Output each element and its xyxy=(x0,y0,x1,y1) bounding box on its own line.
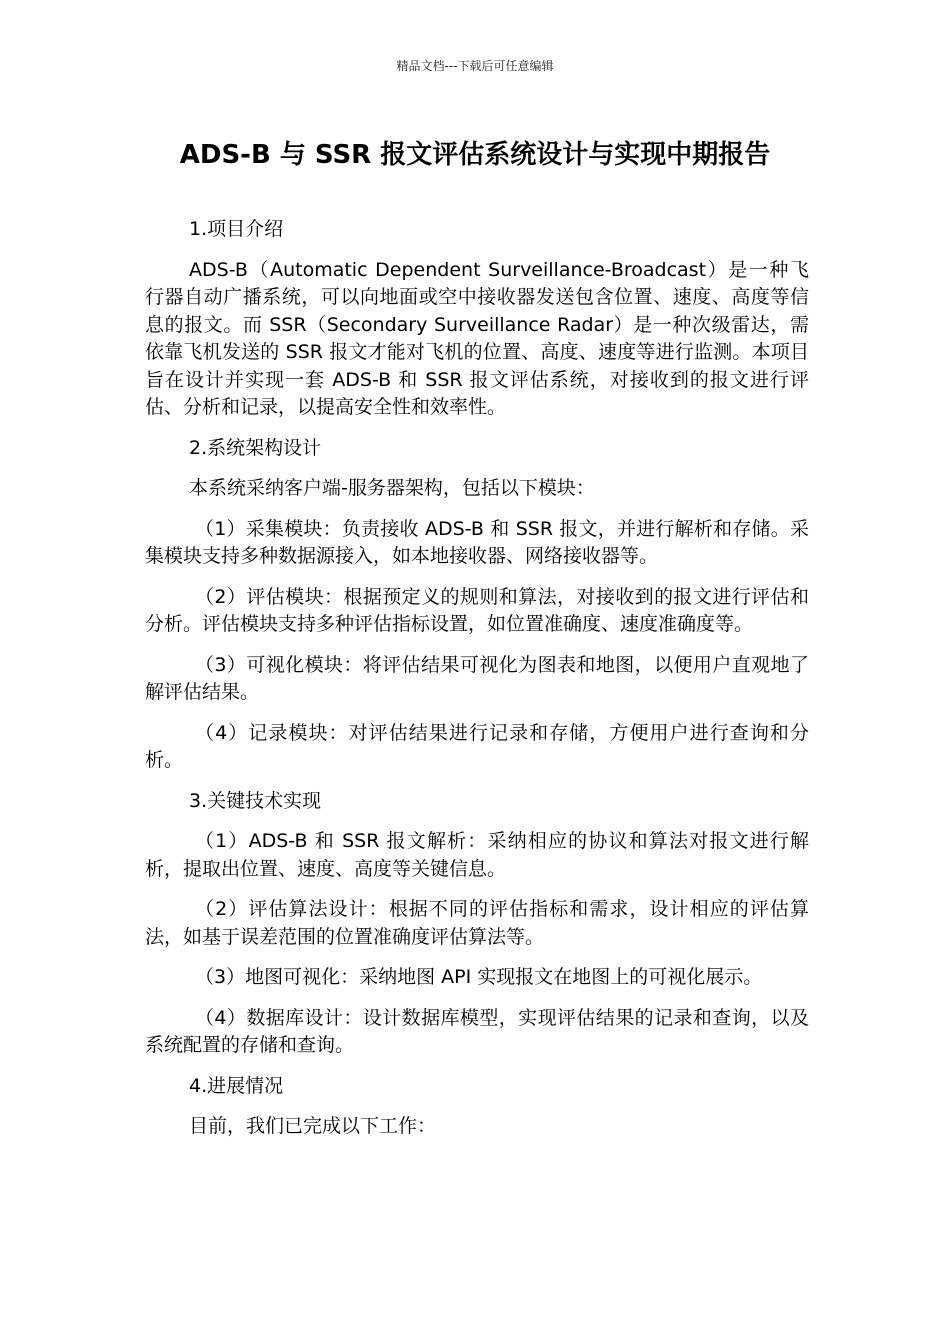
section-2-item-2: （2）评估模块：根据预定义的规则和算法，对接收到的报文进行评估和分析。评估模块支持多种评估指标设置，如位置准确度、速度准确度等。 xyxy=(145,585,809,635)
section-1-heading: 1.项目介绍 xyxy=(189,218,284,240)
section-2-heading: 2.系统架构设计 xyxy=(189,436,322,459)
section-1-paragraph: ADS-B（Automatic Dependent Surveillance-Broadcast）是一种飞行器自动广播系统，可以向地面或空中接收器发送包含位置、速度、高度等信息的报文。而 SSR（Secondary Surveillance Radar）是一种次级雷达，需依靠飞机发送的 SSR 报文才能对飞机的位置、高度、速度等进行监测。本项目旨在设计并实现一套 ADS-B 和 SSR 报文评估系统，对接收到的报文进行评估、分析和记录，以提高安全性和效率性。 xyxy=(145,258,809,418)
section-2-intro: 本系统采纳客户端-服务器架构，包括以下模块： xyxy=(189,477,595,499)
section-3-item-4: （4）数据库设计：设计数据库模型，实现评估结果的记录和查询，以及系统配置的存储和查询。 xyxy=(145,1006,809,1056)
header-note: 精品文档---下载后可任意编辑 xyxy=(396,59,554,73)
section-3-heading: 3.关键技术实现 xyxy=(189,789,322,812)
section-3-item-1: （1）ADS-B 和 SSR 报文解析：采纳相应的协议和算法对报文进行解析，提取出位置、速度、高度等关键信息。 xyxy=(145,830,809,880)
section-3-item-3: （3）地图可视化：采纳地图 API 实现报文在地图上的可视化展示。 xyxy=(195,966,763,988)
section-4-heading: 4.进展情况 xyxy=(189,1074,284,1097)
section-4-intro: 目前，我们已完成以下工作： xyxy=(189,1115,437,1137)
document-title: ADS-B 与 SSR 报文评估系统设计与实现中期报告 xyxy=(179,140,771,170)
section-2-item-3: （3）可视化模块：将评估结果可视化为图表和地图，以便用户直观地了解评估结果。 xyxy=(145,653,809,703)
section-2-item-1: （1）采集模块：负责接收 ADS-B 和 SSR 报文，并进行解析和存储。采集模块支持多种数据源接入，如本地接收器、网络接收器等。 xyxy=(145,517,809,567)
section-2-item-4: （4）记录模块：对评估结果进行记录和存储，方便用户进行查询和分析。 xyxy=(145,721,809,771)
section-3-item-2: （2）评估算法设计：根据不同的评估指标和需求，设计相应的评估算法，如基于误差范围的位置准确度评估算法等。 xyxy=(145,898,809,948)
document-body xyxy=(145,216,809,1154)
